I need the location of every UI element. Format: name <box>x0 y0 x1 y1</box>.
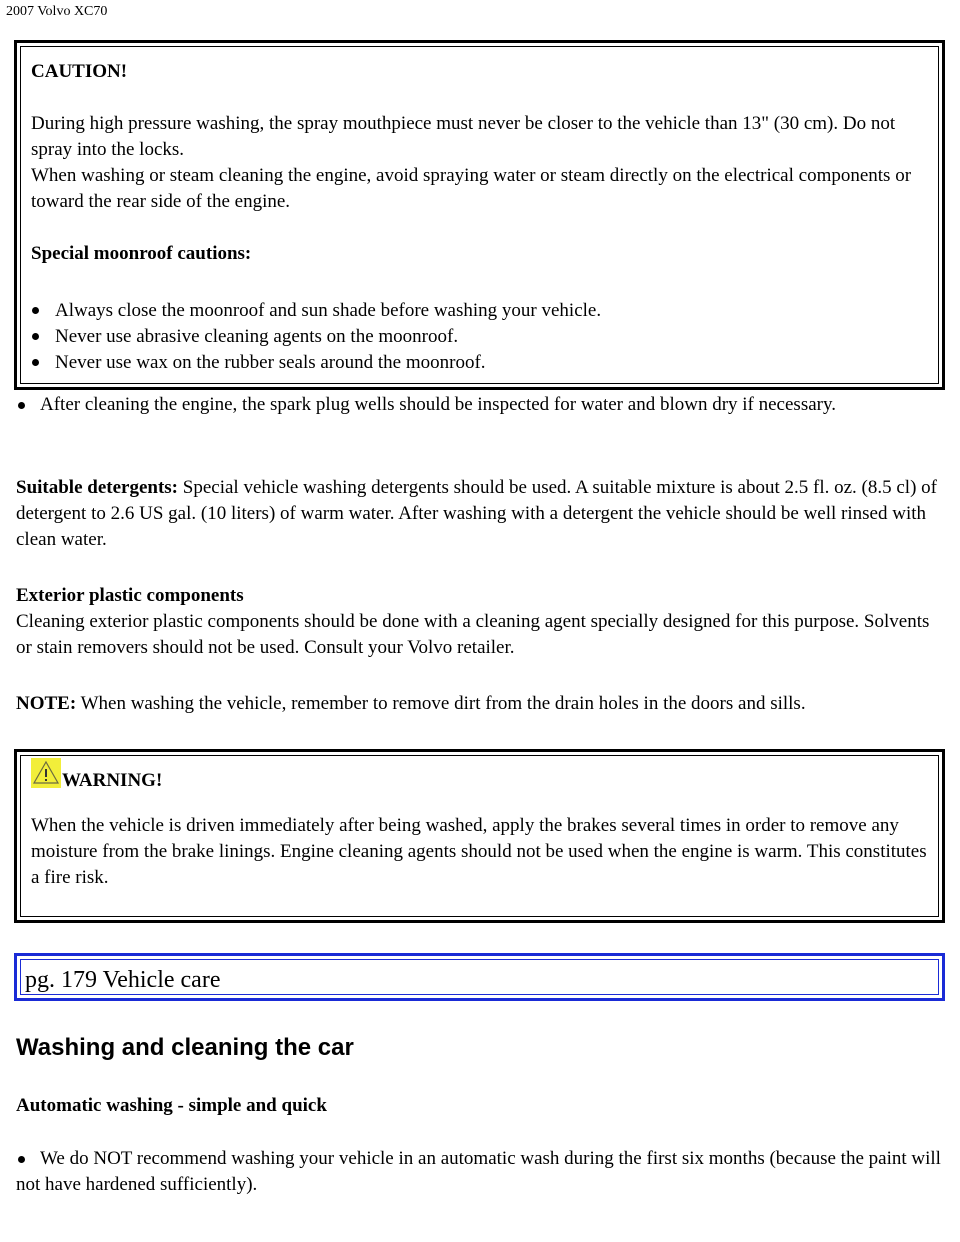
warning-triangle-icon <box>31 758 61 788</box>
warning-title: WARNING! <box>62 770 163 791</box>
caution-paragraph: During high pressure washing, the spray mouthpiece must never be closer to the vehicle than 13" (30 cm). Do not spray into the locks. <box>31 113 896 160</box>
list-item: Never use abrasive cleaning agents on the moonroof. <box>31 324 928 350</box>
warning-box <box>14 749 945 923</box>
page-banner-label: pg. 179 Vehicle care <box>25 967 221 993</box>
plastic-components-section <box>16 583 946 661</box>
automatic-washing-bullet: We do NOT recommend washing your vehicle in an automatic wash during the first six months (because the paint will not have hardened sufficiently). <box>16 1148 941 1195</box>
plastic-components-text: Cleaning exterior plastic components should be done with a cleaning agent specially designed for this purpose. Solvents or stain removers should not be used. Consult your Volvo retailer. <box>16 611 930 658</box>
caution-paragraph: When washing or steam cleaning the engine, avoid spraying water or steam directly on the electrical components or toward the rear side of the engine. <box>31 165 912 212</box>
page-banner <box>14 953 945 1001</box>
caution-box <box>14 40 945 390</box>
bullet-icon <box>32 307 39 314</box>
note-label: NOTE: <box>16 693 77 714</box>
engine-bullet-paragraph: After cleaning the engine, the spark plug wells should be inspected for water and blown dry if necessary. <box>16 392 946 418</box>
warning-text: When the vehicle is driven immediately after being washed, apply the brakes several times in order to remove any moisture from the brake linings. Engine cleaning agents should not be used when the engine is warm. This constitutes a fire risk. <box>31 815 927 888</box>
bullet-icon <box>32 333 39 340</box>
list-item: Always close the moonroof and sun shade before washing your vehicle. <box>31 298 928 324</box>
bullet-icon <box>18 1156 25 1163</box>
bullet-icon <box>32 359 39 366</box>
moonroof-cautions-list <box>31 298 928 376</box>
plastic-components-heading: Exterior plastic components <box>16 585 244 606</box>
bullet-icon <box>18 402 25 409</box>
moonroof-cautions-heading: Special moonroof cautions: <box>31 243 252 264</box>
list-item: Never use wax on the rubber seals around the moonroof. <box>31 350 928 376</box>
automatic-washing-heading: Automatic washing - simple and quick <box>16 1095 327 1116</box>
document-header: 2007 Volvo XC70 <box>6 4 108 19</box>
detergents-paragraph: Suitable detergents: Special vehicle washing detergents should be used. A suitable mixture is about 2.5 fl. oz. (8.5 cl) of detergent to 2.6 US gal. (10 liters) of warm water. After washing with a detergent the vehicle should be well rinsed with clean water. <box>16 477 937 550</box>
warning-title-row <box>31 758 928 797</box>
section-heading: Washing and cleaning the car <box>16 1034 354 1061</box>
caution-title: CAUTION! <box>31 61 128 82</box>
detergents-label: Suitable detergents: <box>16 477 179 498</box>
note-paragraph: NOTE: When washing the vehicle, remember to remove dirt from the drain holes in the doors and sills. <box>16 693 806 714</box>
